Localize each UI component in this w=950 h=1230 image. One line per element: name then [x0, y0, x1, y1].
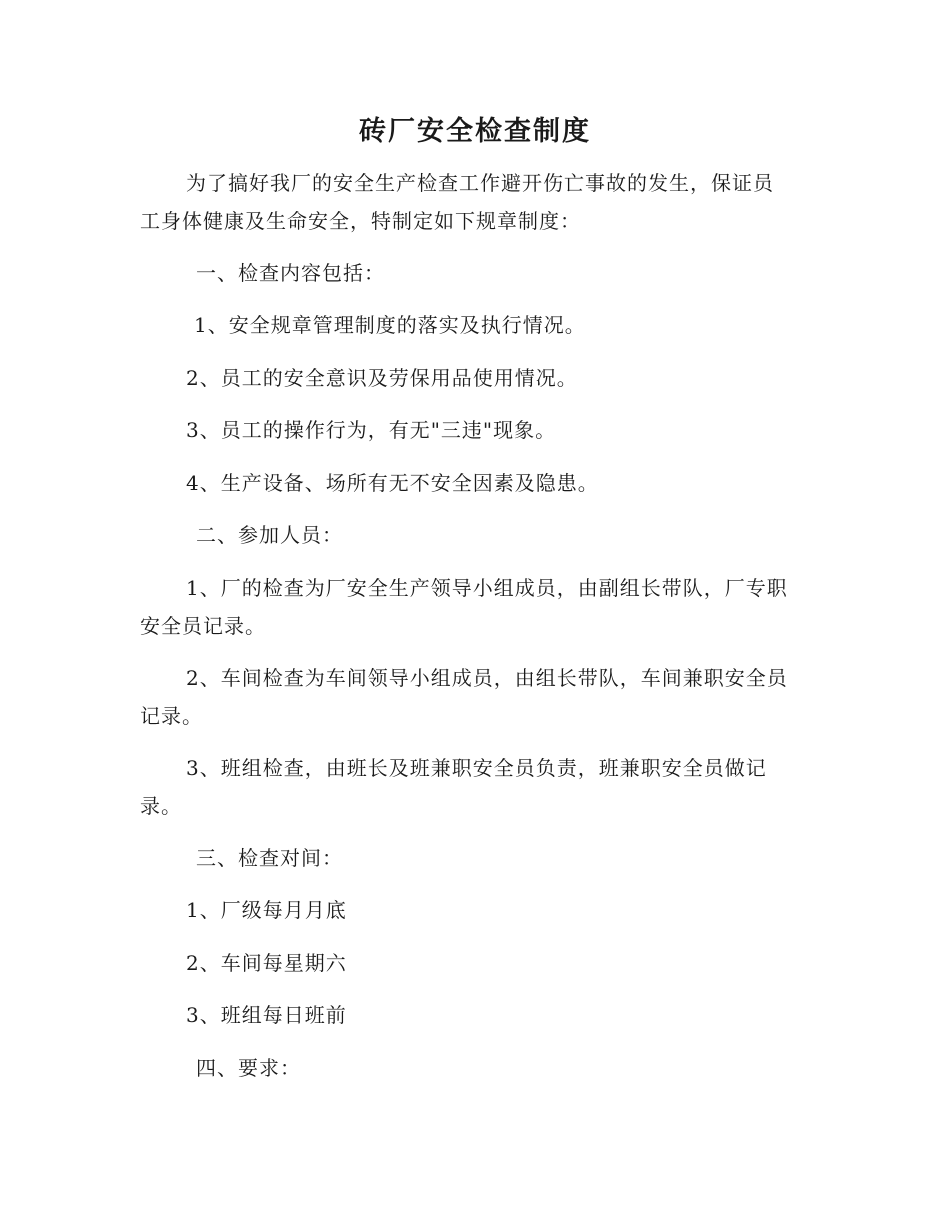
section-heading: 三、检查对间：: [196, 846, 343, 870]
list-item-continuation: 安全员记录。: [140, 614, 266, 638]
list-item-continuation: 记录。: [140, 704, 203, 728]
document-title: 砖厂安全检查制度: [359, 116, 591, 147]
list-item: 4、生产设备、场所有无不安全因素及隐患。: [186, 471, 599, 495]
section-heading: 一、检查内容包括：: [196, 261, 385, 285]
paragraph-line: 为了搞好我厂的安全生产检查工作避开伤亡事故的发生，保证员: [186, 171, 774, 195]
list-item: 2、员工的安全意识及劳保用品使用情况。: [186, 366, 578, 390]
paragraph-line: 工身体健康及生命安全，特制定如下规章制度：: [140, 209, 581, 233]
list-item: 2、车间检查为车间领导小组成员，由组长带队，车间兼职安全员: [186, 666, 788, 690]
list-item-continuation: 录。: [140, 794, 182, 818]
list-item: 1、安全规章管理制度的落实及执行情况。: [194, 313, 586, 337]
list-item: 1、厂的检查为厂安全生产领导小组成员，由副组长带队，厂专职: [186, 576, 788, 600]
list-item: 3、班组检查，由班长及班兼职安全员负责，班兼职安全员做记: [186, 756, 767, 780]
list-item: 3、员工的操作行为，有无"三违"现象。: [186, 418, 557, 442]
list-item: 1、厂级每月月底: [186, 898, 347, 922]
section-heading: 四、要求：: [196, 1056, 301, 1080]
list-item: 3、班组每日班前: [186, 1003, 347, 1027]
list-item: 2、车间每星期六: [186, 951, 347, 975]
section-heading: 二、参加人员：: [196, 523, 343, 547]
